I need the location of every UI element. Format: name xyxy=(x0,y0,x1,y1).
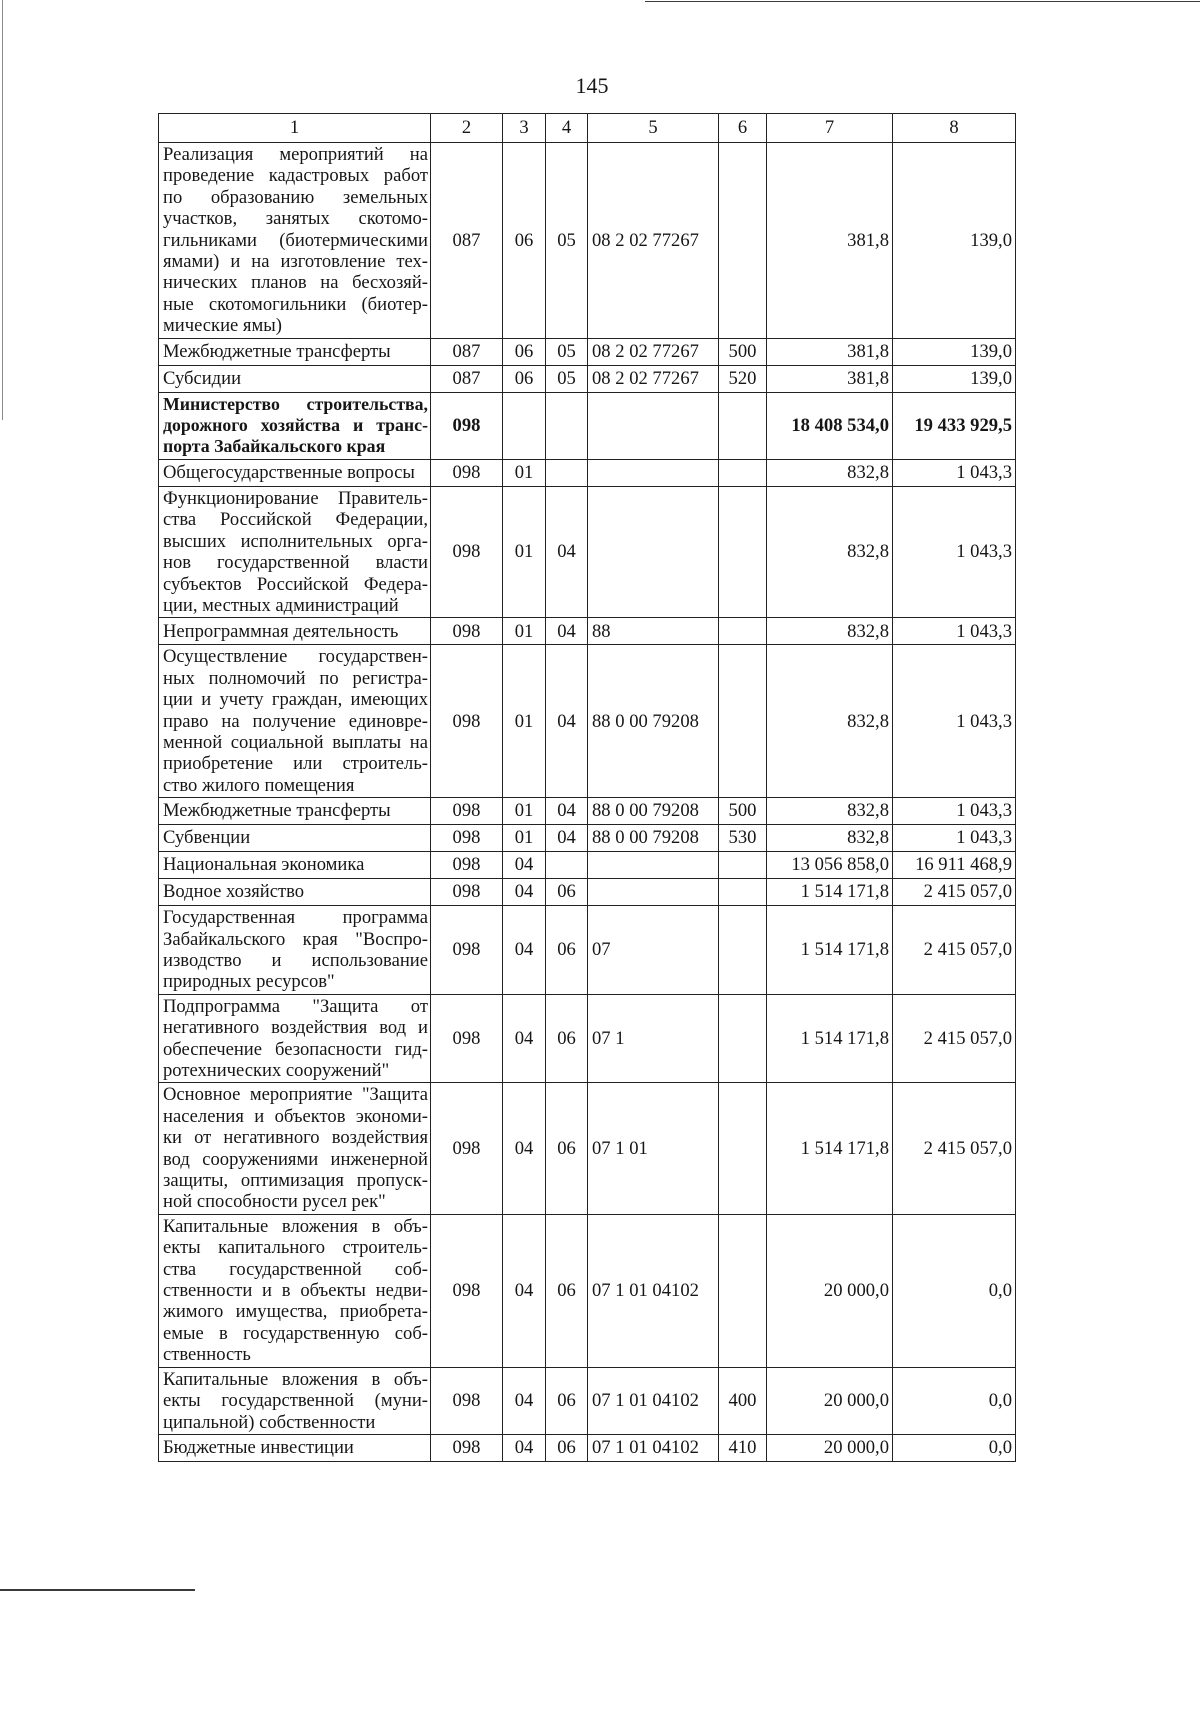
item-name-line: Функционирование Правитель- xyxy=(163,487,428,509)
subsection-cell: 04 xyxy=(546,618,588,645)
item-name-line: Капитальные вложения в объ- xyxy=(163,1215,428,1237)
ministry-code-cell: 098 xyxy=(431,392,503,459)
amount-col7-cell: 18 408 534,0 xyxy=(767,392,893,459)
amount-col8-cell: 2 415 057,0 xyxy=(893,1083,1016,1214)
subsection-cell: 05 xyxy=(546,143,588,339)
target-article-cell: 88 0 00 79208 xyxy=(588,645,719,798)
item-name-line: ства государственной соб- xyxy=(163,1258,428,1280)
item-name-cell xyxy=(159,459,431,486)
item-name-line: изводство и использование xyxy=(163,949,428,971)
amount-col7-cell: 381,8 xyxy=(767,365,893,392)
expense-type-cell xyxy=(719,392,767,459)
ministry-code-cell: 098 xyxy=(431,618,503,645)
amount-col8-cell: 2 415 057,0 xyxy=(893,906,1016,995)
section-cell: 01 xyxy=(503,459,546,486)
table-row xyxy=(159,338,1016,365)
column-header-6: 6 xyxy=(719,114,767,143)
target-article-cell: 07 1 01 04102 xyxy=(588,1367,719,1434)
table-row xyxy=(159,365,1016,392)
scan-edge-line-top xyxy=(645,1,1200,2)
amount-col7-cell: 1 514 171,8 xyxy=(767,879,893,906)
item-name-line: менной социальной выплаты на xyxy=(163,731,428,753)
subsection-cell: 06 xyxy=(546,1434,588,1461)
section-cell: 01 xyxy=(503,798,546,825)
target-article-cell: 08 2 02 77267 xyxy=(588,338,719,365)
item-name-line: природных ресурсов" xyxy=(163,971,335,993)
item-name-cell xyxy=(159,618,431,645)
item-name-cell xyxy=(159,879,431,906)
item-name-line: обеспечение безопасности гид- xyxy=(163,1038,428,1060)
item-name-cell xyxy=(159,143,431,339)
section-cell: 04 xyxy=(503,1367,546,1434)
item-name-line: Общегосударственные вопросы xyxy=(163,462,415,484)
target-article-cell xyxy=(588,852,719,879)
amount-col8-cell: 2 415 057,0 xyxy=(893,994,1016,1083)
amount-col8-cell: 19 433 929,5 xyxy=(893,392,1016,459)
expense-type-cell xyxy=(719,994,767,1083)
item-name-cell xyxy=(159,645,431,798)
amount-col7-cell: 1 514 171,8 xyxy=(767,1083,893,1214)
section-cell: 01 xyxy=(503,645,546,798)
item-name-line: вод сооружениями инженерной xyxy=(163,1148,428,1170)
item-name-line: Водное хозяйство xyxy=(163,881,305,903)
ministry-code-cell: 098 xyxy=(431,486,503,617)
scan-edge-line-bottom xyxy=(0,1589,195,1591)
amount-col8-cell: 2 415 057,0 xyxy=(893,879,1016,906)
subsection-cell xyxy=(546,852,588,879)
item-name-line: ципальной) собственности xyxy=(163,1411,376,1433)
section-cell: 06 xyxy=(503,365,546,392)
table-row xyxy=(159,1083,1016,1214)
column-header-1: 1 xyxy=(159,114,431,143)
item-name-line: ственности и в объекты недви- xyxy=(163,1280,428,1302)
item-name-line: приобретение или строитель- xyxy=(163,753,428,775)
expense-type-cell xyxy=(719,618,767,645)
amount-col8-cell: 1 043,3 xyxy=(893,798,1016,825)
item-name-cell xyxy=(159,338,431,365)
item-name-line: ции и учету граждан, имеющих xyxy=(163,689,428,711)
section-cell: 04 xyxy=(503,879,546,906)
item-name-line: Министерство строительства, xyxy=(163,393,428,414)
expense-type-cell: 500 xyxy=(719,798,767,825)
ministry-code-cell: 098 xyxy=(431,459,503,486)
expense-type-cell xyxy=(719,143,767,339)
table-row xyxy=(159,1434,1016,1461)
column-header-4: 4 xyxy=(546,114,588,143)
item-name-line: Национальная экономика xyxy=(163,854,365,876)
table-row xyxy=(159,618,1016,645)
item-name-line: ции, местных администраций xyxy=(163,594,399,616)
item-name-cell xyxy=(159,1083,431,1214)
item-name-line: Субвенции xyxy=(163,827,251,849)
amount-col7-cell: 832,8 xyxy=(767,618,893,645)
target-article-cell: 07 1 01 04102 xyxy=(588,1214,719,1367)
item-name-cell xyxy=(159,994,431,1083)
expense-type-cell xyxy=(719,1214,767,1367)
target-article-cell: 07 1 01 xyxy=(588,1083,719,1214)
item-name-line: субъектов Российской Федера- xyxy=(163,573,428,595)
expense-type-cell xyxy=(719,459,767,486)
amount-col8-cell: 0,0 xyxy=(893,1434,1016,1461)
amount-col7-cell: 20 000,0 xyxy=(767,1434,893,1461)
target-article-cell: 08 2 02 77267 xyxy=(588,365,719,392)
item-name-line: Непрограммная деятельность xyxy=(163,620,399,642)
item-name-line: Субсидии xyxy=(163,367,242,389)
item-name-line: екты капитального строитель- xyxy=(163,1237,428,1259)
subsection-cell xyxy=(546,392,588,459)
amount-col7-cell: 381,8 xyxy=(767,143,893,339)
item-name-line: по образованию земельных xyxy=(163,186,428,208)
target-article-cell: 88 0 00 79208 xyxy=(588,825,719,852)
item-name-line: ства Российской Федерации, xyxy=(163,509,428,531)
table-row xyxy=(159,879,1016,906)
item-name-line: дорожного хозяйства и транс- xyxy=(163,415,428,436)
target-article-cell: 07 1 01 04102 xyxy=(588,1434,719,1461)
item-name-line: емые в государственную соб- xyxy=(163,1322,428,1344)
amount-col8-cell: 16 911 468,9 xyxy=(893,852,1016,879)
target-article-cell: 07 xyxy=(588,906,719,995)
subsection-cell: 04 xyxy=(546,825,588,852)
amount-col7-cell: 381,8 xyxy=(767,338,893,365)
item-name-cell xyxy=(159,365,431,392)
subsection-cell xyxy=(546,459,588,486)
item-name-cell xyxy=(159,1434,431,1461)
item-name-line: жимого имущества, приобрета- xyxy=(163,1301,428,1323)
amount-col8-cell: 1 043,3 xyxy=(893,486,1016,617)
item-name-line: населения и объектов экономи- xyxy=(163,1105,428,1127)
amount-col7-cell: 832,8 xyxy=(767,645,893,798)
expense-type-cell: 400 xyxy=(719,1367,767,1434)
amount-col8-cell: 1 043,3 xyxy=(893,618,1016,645)
item-name-line: ство жилого помещения xyxy=(163,774,355,796)
column-header-8: 8 xyxy=(893,114,1016,143)
expense-type-cell xyxy=(719,906,767,995)
amount-col8-cell: 1 043,3 xyxy=(893,459,1016,486)
subsection-cell: 06 xyxy=(546,1083,588,1214)
table-row xyxy=(159,906,1016,995)
ministry-code-cell: 098 xyxy=(431,994,503,1083)
item-name-line: нических планов на бесхозяй- xyxy=(163,272,428,294)
expense-type-cell: 520 xyxy=(719,365,767,392)
section-cell: 01 xyxy=(503,618,546,645)
table-row xyxy=(159,994,1016,1083)
table-header xyxy=(159,114,1016,143)
ministry-code-cell: 098 xyxy=(431,879,503,906)
amount-col7-cell: 13 056 858,0 xyxy=(767,852,893,879)
target-article-cell: 08 2 02 77267 xyxy=(588,143,719,339)
scan-edge-line-left xyxy=(2,0,3,420)
item-name-line: ные скотомогильники (биотер- xyxy=(163,293,428,315)
item-name-line: право на получение единовре- xyxy=(163,710,428,732)
table-row xyxy=(159,645,1016,798)
section-cell: 06 xyxy=(503,338,546,365)
item-name-line: негативного воздействия вод и xyxy=(163,1017,428,1039)
section-cell: 04 xyxy=(503,994,546,1083)
item-name-line: Межбюджетные трансферты xyxy=(163,800,391,822)
expense-type-cell xyxy=(719,879,767,906)
table-row xyxy=(159,825,1016,852)
item-name-line: мические ямы) xyxy=(163,315,282,337)
item-name-cell xyxy=(159,906,431,995)
item-name-line: ственность xyxy=(163,1344,251,1366)
section-cell xyxy=(503,392,546,459)
section-cell: 06 xyxy=(503,143,546,339)
table-body xyxy=(159,143,1016,1462)
subsection-cell: 05 xyxy=(546,365,588,392)
ministry-code-cell: 098 xyxy=(431,906,503,995)
item-name-line: Осуществление государствен- xyxy=(163,646,428,668)
subsection-cell: 06 xyxy=(546,1214,588,1367)
expense-type-cell xyxy=(719,852,767,879)
item-name-line: Подпрограмма "Защита от xyxy=(163,995,428,1017)
item-name-line: гильниками (биотермическими xyxy=(163,229,428,251)
subsection-cell: 06 xyxy=(546,994,588,1083)
amount-col7-cell: 20 000,0 xyxy=(767,1367,893,1434)
item-name-cell xyxy=(159,825,431,852)
item-name-line: ной способности русел рек" xyxy=(163,1191,386,1213)
amount-col8-cell: 139,0 xyxy=(893,338,1016,365)
amount-col7-cell: 1 514 171,8 xyxy=(767,994,893,1083)
amount-col7-cell: 832,8 xyxy=(767,459,893,486)
item-name-cell xyxy=(159,1367,431,1434)
column-header-3: 3 xyxy=(503,114,546,143)
column-header-5: 5 xyxy=(588,114,719,143)
expense-type-cell xyxy=(719,486,767,617)
item-name-line: Реализация мероприятий на xyxy=(163,144,428,165)
table-row xyxy=(159,459,1016,486)
ministry-code-cell: 098 xyxy=(431,1367,503,1434)
item-name-cell xyxy=(159,852,431,879)
section-cell: 01 xyxy=(503,486,546,617)
section-cell: 04 xyxy=(503,852,546,879)
ministry-code-cell: 087 xyxy=(431,338,503,365)
item-name-line: участков, занятых скотомо- xyxy=(163,208,428,230)
ministry-code-cell: 098 xyxy=(431,852,503,879)
table-row xyxy=(159,143,1016,339)
amount-col8-cell: 0,0 xyxy=(893,1367,1016,1434)
item-name-line: проведение кадастровых работ xyxy=(163,165,428,187)
target-article-cell xyxy=(588,879,719,906)
item-name-line: ки от негативного воздействия xyxy=(163,1127,428,1149)
amount-col7-cell: 20 000,0 xyxy=(767,1214,893,1367)
ministry-code-cell: 087 xyxy=(431,143,503,339)
item-name-line: Основное мероприятие "Защита xyxy=(163,1084,428,1106)
ministry-code-cell: 098 xyxy=(431,645,503,798)
column-header-2: 2 xyxy=(431,114,503,143)
ministry-row xyxy=(159,392,1016,459)
ministry-code-cell: 098 xyxy=(431,798,503,825)
budget-table xyxy=(158,113,1016,1462)
subsection-cell: 06 xyxy=(546,1367,588,1434)
table-row xyxy=(159,486,1016,617)
table-row xyxy=(159,798,1016,825)
target-article-cell: 88 0 00 79208 xyxy=(588,798,719,825)
section-cell: 04 xyxy=(503,906,546,995)
amount-col8-cell: 139,0 xyxy=(893,365,1016,392)
item-name-cell xyxy=(159,486,431,617)
section-cell: 04 xyxy=(503,1083,546,1214)
item-name-line: нов государственной власти xyxy=(163,552,428,574)
table-row xyxy=(159,1367,1016,1434)
table-row xyxy=(159,1214,1016,1367)
amount-col7-cell: 832,8 xyxy=(767,798,893,825)
item-name-line: Бюджетные инвестиции xyxy=(163,1437,354,1459)
ministry-code-cell: 098 xyxy=(431,1214,503,1367)
item-name-cell xyxy=(159,798,431,825)
item-name-line: Государственная программа xyxy=(163,907,428,929)
expense-type-cell xyxy=(719,645,767,798)
target-article-cell: 88 xyxy=(588,618,719,645)
section-cell: 01 xyxy=(503,825,546,852)
subsection-cell: 06 xyxy=(546,879,588,906)
item-name-cell xyxy=(159,1214,431,1367)
subsection-cell: 04 xyxy=(546,798,588,825)
amount-col7-cell: 832,8 xyxy=(767,825,893,852)
subsection-cell: 04 xyxy=(546,486,588,617)
amount-col8-cell: 139,0 xyxy=(893,143,1016,339)
item-name-line: Межбюджетные трансферты xyxy=(163,340,391,362)
item-name-line: порта Забайкальского края xyxy=(163,436,386,457)
section-cell: 04 xyxy=(503,1214,546,1367)
item-name-cell xyxy=(159,392,431,459)
item-name-line: высших исполнительных орга- xyxy=(163,530,428,552)
item-name-line: ных полномочий по регистра- xyxy=(163,667,428,689)
target-article-cell xyxy=(588,392,719,459)
subsection-cell: 04 xyxy=(546,645,588,798)
item-name-line: ямами) и на изготовление тех- xyxy=(163,251,428,273)
amount-col8-cell: 1 043,3 xyxy=(893,825,1016,852)
target-article-cell: 07 1 xyxy=(588,994,719,1083)
table-row xyxy=(159,852,1016,879)
expense-type-cell: 500 xyxy=(719,338,767,365)
expense-type-cell: 530 xyxy=(719,825,767,852)
header-row xyxy=(159,114,1016,143)
item-name-line: ротехнических сооружений" xyxy=(163,1060,390,1081)
amount-col7-cell: 832,8 xyxy=(767,486,893,617)
amount-col8-cell: 1 043,3 xyxy=(893,645,1016,798)
target-article-cell xyxy=(588,459,719,486)
amount-col7-cell: 1 514 171,8 xyxy=(767,906,893,995)
item-name-line: защиты, оптимизация пропуск- xyxy=(163,1170,428,1192)
ministry-code-cell: 098 xyxy=(431,1083,503,1214)
expense-type-cell xyxy=(719,1083,767,1214)
column-header-7: 7 xyxy=(767,114,893,143)
subsection-cell: 05 xyxy=(546,338,588,365)
expense-type-cell: 410 xyxy=(719,1434,767,1461)
amount-col8-cell: 0,0 xyxy=(893,1214,1016,1367)
item-name-line: Забайкальского края "Воспро- xyxy=(163,928,428,950)
ministry-code-cell: 098 xyxy=(431,1434,503,1461)
target-article-cell xyxy=(588,486,719,617)
page-number: 145 xyxy=(575,73,609,98)
item-name-line: Капитальные вложения в объ- xyxy=(163,1368,428,1390)
ministry-code-cell: 087 xyxy=(431,365,503,392)
section-cell: 04 xyxy=(503,1434,546,1461)
subsection-cell: 06 xyxy=(546,906,588,995)
ministry-code-cell: 098 xyxy=(431,825,503,852)
item-name-line: екты государственной (муни- xyxy=(163,1390,428,1412)
